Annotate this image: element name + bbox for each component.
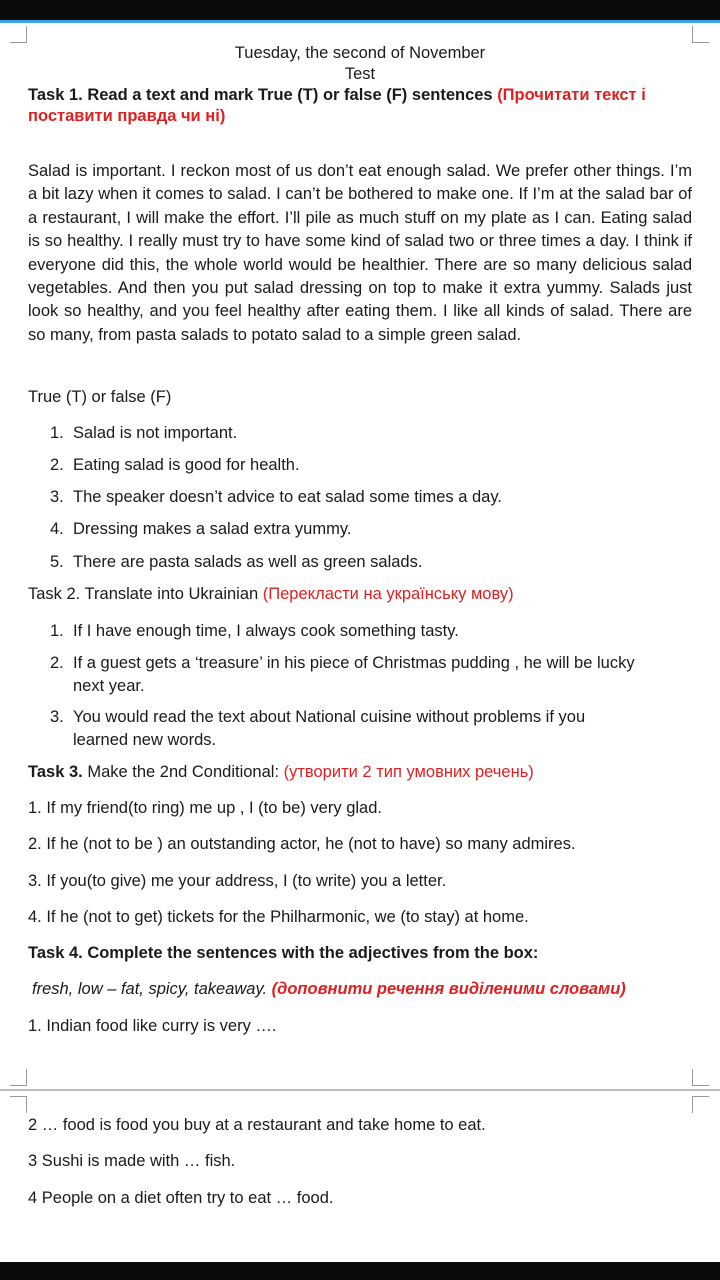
task1-title: [28, 84, 646, 106]
task1-note-line2: поставити правда чи ні): [28, 107, 226, 125]
list-item: [50, 454, 300, 476]
list-item: [50, 422, 238, 444]
item-number: 2.: [50, 456, 64, 474]
item-text-continued: next year.: [73, 677, 145, 695]
task3-sentence: 3. If you(to give) me your address, I (to write) you a letter.: [28, 872, 447, 890]
corner-mark-bottom-right: [692, 1069, 709, 1086]
task3-instruction: Make the 2nd Conditional:: [82, 763, 284, 781]
item-text: Dressing makes a salad extra yummy.: [73, 520, 352, 538]
task4-title: Task 4. Complete the sentences with the adjectives from the box:: [28, 944, 539, 962]
item-text: If a guest gets a ‘treasure’ in his piece of Christmas pudding , he will be lucky: [73, 654, 635, 672]
item-number: 3.: [50, 708, 64, 726]
task4-sentence: 4 People on a diet often try to eat … food.: [28, 1189, 334, 1207]
task3-title: [28, 761, 534, 783]
item-text: Eating salad is good for health.: [73, 456, 300, 474]
test-heading: Test: [344, 65, 376, 83]
list-item: [50, 518, 352, 540]
item-text: If I have enough time, I always cook something tasty.: [73, 622, 459, 640]
task1-note: (Прочитати текст і: [497, 86, 646, 104]
task2-title: [28, 583, 514, 605]
task4-sentence: 2 … food is food you buy at a restaurant and take home to eat.: [28, 1116, 486, 1134]
task3-note: (утворити 2 тип умовних речень): [283, 763, 534, 781]
list-item: [50, 652, 635, 674]
list-item: [50, 706, 586, 728]
corner-mark-next-top-left: [10, 1096, 27, 1113]
list-item: [50, 486, 502, 508]
item-number: 3.: [50, 488, 64, 506]
status-bar: [0, 0, 720, 20]
corner-mark-top-left: [10, 26, 27, 43]
page-break: [0, 1089, 720, 1091]
task4-sentence: 3 Sushi is made with … fish.: [28, 1152, 236, 1170]
date-heading: Tuesday, the second of November: [234, 44, 486, 62]
item-number: 2.: [50, 654, 64, 672]
item-text: Salad is not important.: [73, 424, 238, 442]
task4-note: (доповнити речення виділеними словами): [271, 980, 626, 998]
corner-mark-next-top-right: [692, 1096, 709, 1113]
task3-sentence: 4. If he (not to get) tickets for the Philharmonic, we (to stay) at home.: [28, 908, 529, 926]
task2-instruction: Task 2. Translate into Ukrainian: [28, 585, 263, 603]
item-text: There are pasta salads as well as green salads.: [73, 553, 423, 571]
task4-sentence: 1. Indian food like curry is very ….: [28, 1017, 277, 1035]
task1-subtitle: True (T) or false (F): [28, 388, 172, 406]
task4-word-box: [32, 978, 626, 1000]
task3-sentence: 1. If my friend(to ring) me up , I (to be) very glad.: [28, 799, 382, 817]
reading-text: Salad is important. I reckon most of us don’t eat enough salad. We prefer other things. I’m a bit lazy when it comes to salad. I can’t be bothered to make one. If I’m at the salad bar of a restaurant, I will make the effort. I’ll pile as much stuff on my plate as I can. Eating salad is so healthy. I really must try to have some kind of salad two or three times a day. I think if everyone did this, the whole world would be healthier. There are so many delicious salad vegetables. And then you put salad dressing on top to make it extra yummy. Salads just look so healthy, and you feel healthy after eating them. I like all kinds of salad. There are so many, from pasta salads to potato salad to a simple green salad.: [28, 162, 692, 344]
corner-mark-top-right: [692, 26, 709, 43]
task1-instruction: Task 1. Read a text and mark True (T) or false (F) sentences: [28, 86, 498, 104]
item-text: You would read the text about National cuisine without problems if you: [73, 708, 586, 726]
task3-label: Task 3.: [28, 763, 83, 781]
item-text: The speaker doesn’t advice to eat salad some times a day.: [73, 488, 502, 506]
item-number: 1.: [50, 622, 64, 640]
task2-note: (Перекласти на українську мову): [262, 585, 514, 603]
item-number: 4.: [50, 520, 64, 538]
task4-words: fresh, low – fat, spicy, takeaway.: [32, 980, 272, 998]
accent-line: [0, 20, 720, 23]
corner-mark-bottom-left: [10, 1069, 27, 1086]
task3-sentence: 2. If he (not to be ) an outstanding actor, he (not to have) so many admires.: [28, 835, 576, 853]
item-text-continued: learned new words.: [73, 731, 217, 749]
list-item: [50, 620, 459, 642]
item-number: 1.: [50, 424, 64, 442]
item-number: 5.: [50, 553, 64, 571]
list-item: [50, 551, 423, 573]
navigation-bar: [0, 1262, 720, 1280]
